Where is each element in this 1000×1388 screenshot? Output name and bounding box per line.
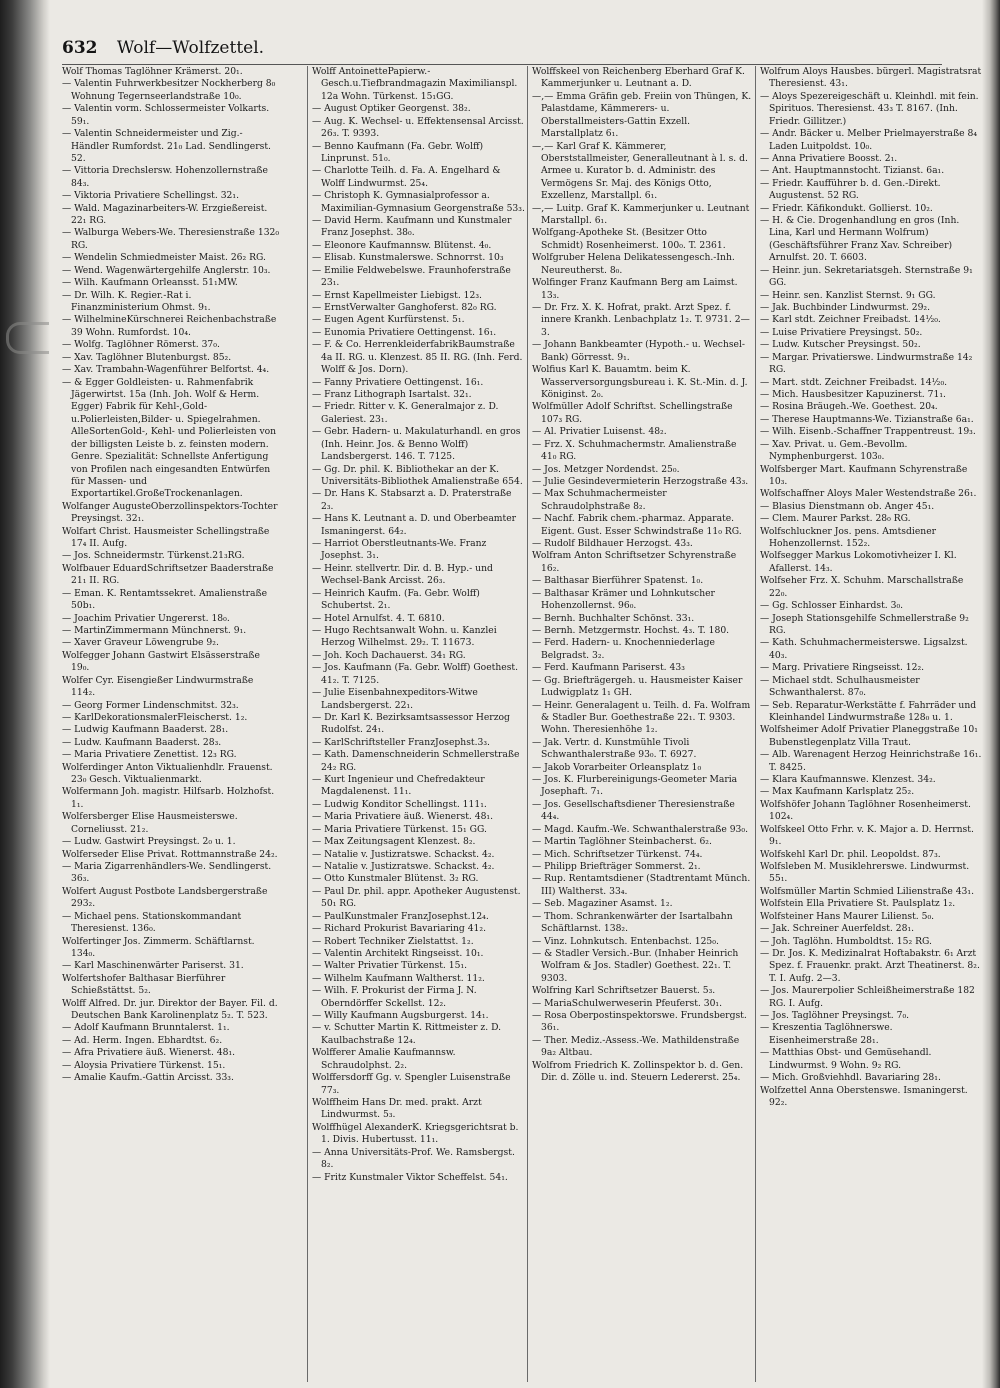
directory-column-2 [307, 66, 526, 1382]
directory-entry: — ErnstVerwalter Ganghoferst. 82₀ RG. [312, 302, 497, 314]
directory-entry: — Dr. Wilh. K. Regier.-Rat i. Finanzministerium Ohmst. 9₁. [62, 289, 211, 314]
directory-entry: — Aloys Spezereigeschäft u. Kleinhdl. mit fein. Spirituos. Theresienst. 43₃ T. 8167. (Inh. Friedr. Gillitzer.) [760, 90, 979, 127]
directory-entry: — Blasius Dienstmann ob. Anger 45₁. [760, 500, 935, 512]
page-number: 632 [62, 38, 98, 58]
directory-entry: Wolfer Cyr. Eisengießer Lindwurmstraße 114₂. [62, 674, 254, 699]
directory-entry: — Natalie v. Justizratswe. Schackst. 4₂. [312, 848, 495, 860]
directory-entry: — Julie Eisenbahnexpeditors-Witwe Landsbergerst. 22₁. [312, 687, 478, 711]
directory-entry: — F. & Co. HerrenkleiderfabrikBaumstraße 4a II. RG. u. Klenzest. 85 II. RG. (Inh. Ferd. Wolff & Jos. Dorn). [312, 339, 523, 376]
directory-entry: — Ludwig Konditor Schellingst. 111₁. [312, 798, 487, 810]
directory-entry: — Elisab. Kunstmalerswe. Schnorrst. 10₃ [312, 252, 504, 264]
directory-entry: — KarlSchriftsteller FranzJosephst.3₃. [312, 736, 490, 748]
directory-entry: Wolffersdorff Gg. v. Spengler Luisenstraße 77₃. [312, 1072, 511, 1096]
directory-entry: — Kath. Schuhmachermeisterswe. Ligsalzst. 40₃. [760, 637, 968, 661]
directory-entry: Wolfring Karl Schriftsetzer Bauerst. 5₃. [532, 985, 716, 997]
directory-entry: — Rudolf Bildhauer Herzogst. 43₃. [532, 538, 693, 550]
directory-entry: — Paul Dr. phil. appr. Apotheker Augustenst. 50₁ RG. [312, 885, 521, 910]
directory-entry: — Ferd. Kaufmann Pariserst. 43₃ [532, 662, 685, 674]
directory-entry: — Gg. Schlosser Einhardst. 3₀. [760, 600, 904, 612]
directory-entry: — Adolf Kaufmann Brunntalerst. 1₁. [62, 1022, 230, 1034]
directory-entry: — Max Zeitungsagent Klenzest. 8₂. [312, 836, 476, 848]
directory-entry: — MariaSchulwerweserin Pfeuferst. 30₁. [532, 997, 723, 1009]
directory-entry: — Xav. Taglöhner Blutenburgst. 85₂. [62, 351, 232, 363]
directory-entry: — Charlotte Teilh. d. Fa. A. Engelhard & Wolff Lindwurmst. 25₄. [312, 165, 501, 189]
directory-entry: — Friedr. Ritter v. K. Generalmajor z. D. Galeriest. 23₁. [312, 401, 499, 425]
directory-entry: — Mart. stdt. Zeichner Freibadst. 14½₀. [760, 376, 948, 388]
directory-entry: Wolfschaffner Aloys Maler Westendstraße 26₁. [760, 488, 977, 500]
directory-entry: — Vittoria Drechslersw. Hohenzollernstraße 84₃. [62, 165, 268, 189]
directory-entry: — Xav. Trambahn-Wagenführer Belfortst. 4₄. [62, 364, 270, 376]
directory-entry: — Ernst Kapellmeister Liebigst. 12₃. [312, 289, 482, 301]
directory-entry: — Wald. Magazinarbeiters-W. Erzgießereist. 22₁ RG. [62, 202, 268, 227]
directory-entry: — Jak. Buchbinder Lindwurmst. 29₂. [760, 302, 931, 314]
directory-entry: Wolfsegger Markus Lokomotivheizer I. Kl. Afallerst. 14₃. [760, 550, 957, 574]
directory-entry: — Joseph Stationsgehilfe Schmellerstraße 9₂ RG. [760, 612, 969, 636]
directory-entry: Wolfertshofer Balthasar Bierführer Schießstättst. 5₂. [62, 972, 226, 997]
directory-entry: — Rosa Oberpostinspektorswe. Frundsbergst. 36₁. [532, 1010, 747, 1034]
directory-entry: — Jos. Gesellschaftsdiener Theresienstraße 44₄. [532, 798, 735, 823]
directory-entry: — H. & Cie. Drogenhandlung en gros (Inh. Lina, Karl und Hermann Wolfrum) (Geschäftsführer Franz Xav. Schreiber) Arnulfst. 20. T. 6603. [760, 215, 960, 264]
directory-entry: — Andr. Bäcker u. Melber Prielmayerstraße 8₄ Laden Luitpoldst. 10₀. [760, 128, 978, 152]
directory-entry: — KarlDekorationsmalerFleischerst. 1₂. [62, 711, 248, 723]
directory-entry: — Gg. Dr. phil. K. Bibliothekar an der K. Universitäts-Bibliothek Amalienstraße 654. [312, 463, 523, 487]
directory-entry: Wolfsmüller Martin Schmied Lilienstraße 43₁. [760, 885, 974, 897]
directory-entry: — Joh. Koch Dachauerst. 34₁ RG. [312, 649, 466, 661]
directory-entry: — Eunomia Privatiere Oettingenst. 16₁. [312, 326, 497, 338]
directory-entry: — Balthasar Bierführer Spatenst. 1₀. [532, 575, 704, 587]
directory-entry: — Robert Techniker Zielstattst. 1₂. [312, 935, 474, 947]
directory-entry: — Michael pens. Stationskommandant Theresienst. 136₀. [62, 910, 242, 935]
directory-entry: — Ludw. Kutscher Preysingst. 50₂. [760, 339, 921, 351]
directory-entry: Wolf Thomas Taglöhner Krämerst. 20₁. [62, 66, 243, 77]
directory-entry: Wolfsteiner Hans Maurer Lilienst. 5₀. [760, 910, 935, 922]
directory-entry: — & Egger Goldleisten- u. Rahmenfabrik Jägerwirtst. 15a (Inh. Joh. Wolf & Herm. Egger) Fabrik für Kehl-,Gold-u.Polierleisten,Bilder- u. Spiegelrahmen. AlleSortenGold-, Kehl- und Polierleisten von der billigsten Leiste b. z. feinsten modern. Genre. Spezialität: Schnellste Anfertigung von Profilen nach eingesandten Entwürfen für Massen- und Exportartikel.GroßeTrockenanlagen. [62, 376, 277, 500]
directory-entry: — Matthias Obst- und Gemüsehandl. Lindwurmst. 9 Wohn. 9₂ RG. [760, 1047, 932, 1071]
directory-entry: — Jos. Maurerpolier Schleißheimerstraße 182 RG. I. Aufg. [760, 985, 975, 1009]
directory-entry: — Valentin vorm. Schlossermeister Volkarts. 59₁. [62, 103, 270, 127]
directory-entry: — Johann Bankbeamter (Hypoth.- u. Wechsel-Bank) Görresst. 9₁. [532, 339, 746, 363]
directory-entry: Wolfrum Aloys Hausbes. bürgerl. Magistratsrat Theresienst. 43₁. [760, 66, 982, 90]
directory-entry: Wolffheim Hans Dr. med. prakt. Arzt Lindwurmst. 5₃. [312, 1097, 482, 1121]
directory-entry: — WilhelmineKürschnerei Reichenbachstraße 39 Wohn. Rumfordst. 10₄. [62, 314, 277, 338]
directory-entry: — Magd. Kaufm.-We. Schwanthalerstraße 93₀. [532, 823, 748, 835]
directory-entry: — Dr. Karl K. Bezirksamtsassessor Herzog Rudolfst. 24₁. [312, 711, 510, 736]
directory-entry: — Therese Hauptmanns-We. Tizianstraße 6a₁. [760, 413, 974, 425]
directory-entry: — Willy Kaufmann Augsburgerst. 14₁. [312, 1010, 489, 1022]
directory-entry: — Heinr. jun. Sekretariatsgeh. Sternstraße 9₁ GG. [760, 264, 973, 289]
directory-entry: — Martin Taglöhner Steinbacherst. 6₂. [532, 836, 712, 848]
directory-entry: Wolfgang-Apotheke St. (Besitzer Otto Schmidt) Rosenheimerst. 100₀. T. 2361. [532, 227, 726, 251]
directory-entry: Wolfinger Franz Kaufmann Berg am Laimst. 13₃. [532, 277, 738, 301]
directory-entry: Wolferdinger Anton Viktualienhdlr. Frauenst. 23₀ Gesch. Viktualienmarkt. [62, 761, 273, 786]
directory-entry: — MartinZimmermann Münchnerst. 9₁. [62, 624, 247, 636]
directory-entry: — Xav. Privat. u. Gem.-Bevollm. Nymphenburgerst. 103₀. [760, 438, 908, 463]
directory-entry: — Kath. Damenschneiderin Schmellerstraße 24₂ RG. [312, 749, 520, 773]
directory-entry: — Dr. Frz. X. K. Hofrat, prakt. Arzt Spez. f. innere Krankh. Lenbachplatz 1₂. T. 9731. 2—3. [532, 302, 750, 338]
directory-entry: — Alb. Warenagent Herzog Heinrichstraße 16₁. T. 8425. [760, 749, 982, 773]
directory-entry: — Walter Privatier Türkenst. 15₁. [312, 960, 468, 972]
directory-entry: — Jos. Kaufmann (Fa. Gebr. Wolff) Goethest. 41₂. T. 7125. [312, 662, 519, 686]
directory-entry: — Wilh. Eisenb.-Schaffner Trappentreust. 19₃. [760, 426, 976, 438]
directory-entry: — Valentin Architekt Ringseisst. 10₁. [312, 947, 484, 959]
directory-entry: — Max Schuhmachermeister Schraudolphstraße 8₂. [532, 488, 667, 512]
directory-entry: — Mich. Schriftsetzer Türkenst. 74₄. [532, 848, 703, 860]
directory-entry: — David Herm. Kaufmann und Kunstmaler Franz Josephst. 38₀. [312, 215, 512, 239]
directory-entry: — Joachim Privatier Ungererst. 18₀. [62, 612, 230, 624]
directory-entry: Wolfius Karl K. Bauamtm. beim K. Wasserversorgungsbureau i. K. St.-Min. d. J. Königinst. 2₀. [532, 364, 748, 400]
directory-entry: — Walburga Webers-We. Theresienstraße 132₀ RG. [62, 227, 280, 251]
directory-entry: — Maria Privatiere Zenettist. 12₃ RG. [62, 749, 237, 761]
directory-entry: — Heinrich Kaufm. (Fa. Gebr. Wolff) Schubertst. 2₁. [312, 587, 480, 612]
directory-entry: — Luise Privatiere Preysingst. 50₂. [760, 326, 923, 338]
directory-entry: — Anna Universitäts-Prof. We. Ramsbergst. 8₂. [312, 1146, 515, 1171]
directory-entry: — Harriot Oberstleutnants-We. Franz Josephst. 3₁. [312, 538, 487, 562]
directory-column-4 [755, 66, 983, 1382]
directory-entry: — Kreszentia Taglöhnerswe. Eisenheimerstraße 28₁. [760, 1022, 893, 1046]
directory-entry: — Ant. Hauptmannstocht. Tizianst. 6a₁. [760, 165, 945, 177]
directory-entry: — Bernh. Metzgermstr. Hochst. 4₃. T. 180. [532, 624, 730, 636]
directory-entry: Wolfegger Johann Gastwirt Elsässerstraße 19₀. [62, 649, 260, 674]
directory-entry: — Wilh. F. Prokurist der Firma J. N. Oberndörffer Sckellst. 12₂. [312, 985, 477, 1009]
directory-entry: —,— Karl Graf K. Kämmerer, Oberststallmeister, Generalleutnant à l. s. d. Armee u. Kurator b. d. Administr. des Vermögens Sr. Maj. des Königs Otto, Exzellenz, Marstallpl. 6₁. [532, 140, 748, 202]
directory-entry: Wolfanger AugusteOberzollinspektors-Tochter Preysingst. 32₁. [62, 500, 278, 525]
directory-entry: — Valentin Schneidermeister und Zig.-Händler Rumfordst. 21₀ Lad. Sendlingerst. 52. [62, 128, 271, 164]
page-header [62, 38, 942, 64]
directory-entry: —,— Luitp. Graf K. Kammerjunker u. Leutnant Marstallpl. 6₁. [532, 202, 750, 227]
directory-entry: — Mich. Hausbesitzer Kapuzinerst. 71₁. [760, 388, 946, 400]
directory-entry: — PaulKunstmaler FranzJosephst.12₄. [312, 910, 489, 922]
directory-entry: — Aloysia Privatiere Türkenst. 15₁. [62, 1059, 226, 1071]
directory-entry: — Max Kaufmann Karlsplatz 25₂. [760, 786, 915, 798]
directory-entry: — Rup. Rentamtsdiener (Stadtrentamt Münch. III) Waltherst. 33₄. [532, 873, 751, 897]
directory-entry: — Karl stdt. Zeichner Freibadst. 14½₀. [760, 314, 941, 326]
directory-entry: — Gebr. Hadern- u. Makulaturhandl. en gros (Inh. Heinr. Jos. & Benno Wolff) Landsbergerst. 146. T. 7125. [312, 426, 521, 463]
binding-clip [6, 322, 49, 354]
directory-entry: Wolfrom Friedrich K. Zollinspektor b. d. Gen. Dir. d. Zölle u. ind. Steuern Ledererst. 25₄. [532, 1059, 744, 1084]
directory-entry: Wolfsberger Mart. Kaufmann Schyrenstraße 10₃. [760, 463, 968, 487]
directory-entry: — Jos. Metzger Nordendst. 25₀. [532, 463, 680, 475]
directory-entry: — Ferd. Hadern- u. Knochenniederlage Belgradst. 3₂. [532, 637, 715, 661]
directory-entry: — Amalie Kaufm.-Gattin Arcisst. 33₃. [62, 1072, 234, 1084]
directory-entry: — Heinr. sen. Kanzlist Sternst. 9₁ GG. [760, 289, 936, 301]
directory-entry: — Wilh. Kaufmann Orleansst. 51₁MW. [62, 277, 238, 289]
directory-entry: — Otto Kunstmaler Blütenst. 3₂ RG. [312, 873, 479, 885]
directory-entry: — Emilie Feldwebelswe. Fraunhoferstraße 23₁. [312, 264, 511, 289]
directory-entry: — Ludw. Kaufmann Baaderst. 28₃. [62, 736, 222, 748]
directory-entry: Wolfshöfer Johann Taglöhner Rosenheimerst. 102₄. [760, 798, 971, 823]
directory-entry: — Maria Privatiere Türkenst. 15₁ GG. [312, 823, 487, 835]
directory-entry: — Heinr. stellvertr. Dir. d. B. Hyp.- und Wechsel-Bank Arcisst. 26₃. [312, 562, 493, 587]
directory-entry: Wolff AntoinettePapierw.-Gesch.u.Tiefbrandmagazin Maximilianspl. 12a Wohn. Türkenst. 15₁GG. [312, 66, 518, 102]
directory-entry: — Bernh. Buchhalter Schönst. 33₁. [532, 612, 695, 624]
directory-entry: —,— Emma Gräfin geb. Freiin von Thüngen, K. Palastdame, Kämmerers- u. Oberstallmeisters-Gattin Exzell. Marstallplatz 6₁. [532, 90, 752, 140]
directory-entry: Wolfermann Joh. magistr. Hilfsarb. Holzhofst. 1₁. [62, 786, 275, 810]
directory-entry: Wolferseder Elise Privat. Rottmannstraße 24₂. [62, 848, 278, 860]
directory-entry: — Ther. Mediz.-Assess.-We. Mathildenstraße 9a₂ Altbau. [532, 1034, 740, 1059]
directory-entry: — Karl Maschinenwärter Pariserst. 31. [62, 960, 244, 972]
directory-entry: Wolfert August Postbote Landsbergerstraße 293₂. [62, 885, 268, 910]
directory-entry: Wolfskeel Otto Frhr. v. K. Major a. D. Herrnst. 9₁. [760, 823, 974, 848]
directory-entry: — Nachf. Fabrik chem.-pharmaz. Apparate. Eigent. Gust. Esser Schwindstraße 11₀ RG. [532, 513, 742, 537]
directory-entry: — Dr. Jos. K. Medizinalrat Hoftabakstr. 6₁ Arzt Spez. f. Frauenkr. prakt. Arzt Theatinerst. 8₂. T. I. Aufg. 2—3. [760, 947, 980, 984]
directory-entry: — Frz. X. Schuhmachermstr. Amalienstraße 41₀ RG. [532, 438, 737, 463]
directory-entry: — Wend. Wagenwärtergehilfe Anglerstr. 10₃. [62, 264, 271, 276]
directory-column-1 [62, 66, 280, 1382]
book-binding-shadow [0, 0, 50, 1388]
header-rule [62, 64, 942, 65]
directory-entry: — Ludw. Gastwirt Preysingst. 2₀ u. 1. [62, 836, 236, 848]
directory-entry: — Aug. K. Wechsel- u. Effektensensal Arcisst. 26₃. T. 9393. [312, 115, 524, 140]
directory-entry: — Mich. Großviehhdl. Bavariaring 28₁. [760, 1072, 941, 1084]
directory-entry: Wolfbauer EduardSchriftsetzer Baaderstraße 21₁ II. RG. [62, 562, 274, 587]
directory-entry: — Valentin Fuhrwerkbesitzer Nockherberg 8₀ Wohnung Tegernseerlandstraße 10₀. [62, 78, 276, 102]
directory-entry: — Fritz Kunstmaler Viktor Scheffelst. 54₁. [312, 1171, 508, 1183]
directory-entry: — Hans K. Leutnant a. D. und Oberbeamter Ismaningerst. 64₂. [312, 513, 517, 537]
directory-entry: — Julie Gesindevermieterin Herzogstraße 43₃. [532, 475, 749, 487]
directory-entry: Wolfart Christ. Hausmeister Schellingstraße 17₄ II. Aufg. [62, 525, 270, 550]
directory-entry: — Clem. Maurer Parkst. 28₀ RG. [760, 513, 911, 525]
directory-entry: — Joh. Taglöhn. Humboldtst. 15₂ RG. [760, 935, 932, 947]
directory-entry: — Georg Former Lindenschmitst. 32₃. [62, 699, 239, 711]
directory-entry: Wolfzettel Anna Oberstenswe. Ismaningerst. 92₂. [760, 1084, 968, 1109]
directory-entry: — Eugen Agent Kurfürstenst. 5₁. [312, 314, 465, 326]
directory-entry: Wolfmüller Adolf Schriftst. Schellingstraße 107₃ RG. [532, 401, 733, 425]
directory-entry: — Ad. Herm. Ingen. Ebhardtst. 6₂. [62, 1034, 223, 1046]
directory-entry: Wolff Alfred. Dr. jur. Direktor der Bayer. Fil. d. Deutschen Bank Karolinenplatz 5₂. T. 523. [62, 997, 278, 1022]
directory-entry: — Xaver Graveur Löwengrube 9₂. [62, 637, 219, 649]
directory-entry: Wolfram Anton Schriftsetzer Schyrenstraße 16₂. [532, 550, 737, 574]
directory-entry: — Michael stdt. Schulhausmeister Schwanthalerst. 87₀. [760, 674, 920, 699]
directory-entry: Wolfersberger Elise Hausmeisterswe. Corneliusst. 21₂. [62, 811, 238, 835]
directory-entry: Wolfseher Frz. X. Schuhm. Marschallstraße 22₀. [760, 575, 964, 599]
directory-entry: Wolfsleben M. Musiklehrerswe. Lindwurmst. 55₁. [760, 861, 970, 885]
directory-entry: Wolffskeel von Reichenberg Eberhard Graf K. Kammerjunker u. Leutnant a. D. [532, 66, 745, 90]
directory-entry: — Benno Kaufmann (Fa. Gebr. Wolff) Linprunst. 51₀. [312, 140, 484, 164]
directory-entry: — Vinz. Lohnkutsch. Entenbachst. 125₀. [532, 935, 719, 947]
directory-entry: — Natalie v. Justizratswe. Schackst. 4₂. [312, 861, 495, 872]
directory-entry: — Rosina Bräugeh.-We. Goethest. 20₄. [760, 401, 938, 413]
directory-entry: Wolfertinger Jos. Zimmerm. Schäftlarnst. 134₀. [62, 935, 255, 959]
directory-entry: — Thom. Schrankenwärter der Isartalbahn Schäftlarnst. 138₂. [532, 910, 733, 935]
directory-entry: — Jakob Vorarbeiter Orleansplatz 1₀ [532, 761, 702, 773]
directory-entry: — Richard Prokurist Bavariaring 41₂. [312, 923, 486, 935]
directory-entry: — Philipp Briefträger Sommerst. 2₁. [532, 861, 701, 872]
directory-entry: — Anna Privatiere Boosst. 2₁. [760, 152, 898, 164]
directory-entry: — Heinr. Generalagent u. Teilh. d. Fa. Wolfram & Stadler Bur. Goethestraße 22₁. T. 9303. Wohn. Theresienhöhe 1₂. [532, 699, 751, 736]
directory-entry: — & Stadler Versich.-Bur. (Inhaber Heinrich Wolfram & Jos. Stadler) Goethest. 22₁. T. 9303. [532, 947, 739, 984]
directory-entry: Wolffhügel AlexanderK. Kriegsgerichtsrat b. 1. Divis. Hubertusst. 11₁. [312, 1121, 519, 1146]
directory-entry: — Seb. Reparatur-Werkstätte f. Fahrräder und Kleinhandel Lindwurmstraße 128₀ u. 1. [760, 699, 977, 723]
directory-entry: — Maria Zigarrenhändlers-We. Sendlingerst. 36₃. [62, 861, 272, 885]
directory-entry: — Viktoria Privatiere Schellingst. 32₁. [62, 190, 239, 202]
directory-column-3 [527, 66, 752, 1382]
directory-entry: — Wolfg. Taglöhner Römerst. 37₀. [62, 339, 220, 351]
directory-entry: — Eman. K. Rentamtssekret. Amalienstraße 50b₁. [62, 587, 268, 612]
directory-entry: — v. Schutter Martin K. Rittmeister z. D. Kaulbachstraße 12₄. [312, 1022, 502, 1046]
directory-entry: — Christoph K. Gymnasialprofessor a. Maximilian-Gymnasium Georgenstraße 53₃. [312, 190, 525, 214]
directory-entry: — Gg. Briefträgergeh. u. Hausmeister Kaiser Ludwigplatz 1₁ GH. [532, 674, 743, 699]
directory-entry: — Hotel Arnulfst. 4. T. 6810. [312, 612, 445, 624]
directory-entry: Wolfstein Ella Privatiere St. Paulsplatz 1₂. [760, 898, 956, 910]
directory-entry: — Hugo Rechtsanwalt Wohn. u. Kanzlei Herzog Wilhelmst. 29₂. T. 11673. [312, 624, 497, 649]
directory-entry: — Jos. K. Flurbereinigungs-Geometer Maria Josephaft. 7₁. [532, 774, 738, 798]
directory-entry: Wolfsheimer Adolf Privatier Planeggstraße 10₁ Bubenstlegenplatz Villa Traut. [760, 724, 978, 748]
directory-entry: — Maria Privatiere äuß. Wienerst. 48₁. [312, 811, 494, 823]
directory-entry: — Friedr. Kaufführer b. d. Gen.-Direkt. Augustenst. 52 RG. [760, 177, 941, 202]
directory-entry: — Fanny Privatiere Oettingenst. 16₁. [312, 376, 484, 388]
directory-entry: — Jos. Taglöhner Preysingst. 7₀. [760, 1010, 910, 1022]
directory-entry: — Jos. Schneidermstr. Türkenst.21₃RG. [62, 550, 245, 562]
directory-entry: — Wendelin Schmiedmeister Maist. 26₂ RG. [62, 252, 266, 264]
directory-entry: — Balthasar Krämer und Lohnkutscher Hohenzollernst. 96₀. [532, 587, 715, 612]
directory-entry: — Ludwig Kaufmann Baaderst. 28₁. [62, 724, 229, 736]
directory-entry: Wolfskehl Karl Dr. phil. Leopoldst. 87₃. [760, 848, 941, 860]
directory-entry: Wolfferer Amalie Kaufmannsw. Schraudolphst. 2₂. [312, 1047, 456, 1071]
running-head: Wolf—Wolfzettel. [116, 38, 265, 58]
directory-entry: — Marg. Privatiere Ringseisst. 12₂. [760, 662, 925, 674]
page-edge-shadow [982, 0, 1000, 1388]
directory-entry: — Jak. Vertr. d. Kunstmühle Tivoli Schwanthalerstraße 93₀. T. 6927. [532, 736, 697, 761]
directory-entry: — Eleonore Kaufmannsw. Blütenst. 4₀. [312, 239, 492, 251]
directory-entry: — Seb. Magaziner Asamst. 1₂. [532, 898, 673, 910]
directory-entry: — Friedr. Käfikondukt. Gollierst. 10₂. [760, 202, 933, 214]
directory-entry: — Franz Lithograph Isartalst. 32₁. [312, 388, 472, 400]
directory-entry: — Klara Kaufmannswe. Klenzest. 34₂. [760, 774, 936, 786]
directory-entry: — Al. Privatier Luisenst. 48₂. [532, 426, 667, 438]
directory-entry: — Margar. Privatierswe. Lindwurmstraße 14₂ RG. [760, 351, 973, 376]
directory-entry: — Jak. Schreiner Auerfeldst. 28₁. [760, 923, 915, 935]
directory-entry: — Afra Privatiere äuß. Wienerst. 48₁. [62, 1047, 236, 1059]
directory-entry: — August Optiker Georgenst. 38₂. [312, 103, 471, 115]
directory-entry: — Wilhelm Kaufmann Waltherst. 11₂. [312, 972, 485, 984]
directory-entry: Wolfgruber Helena Delikatessengesch.-Inh. Neureutherst. 8₀. [532, 252, 735, 276]
directory-entry: — Kurt Ingenieur und Chefredakteur Magdalenenst. 11₁. [312, 774, 485, 798]
directory-entry: Wolfschluckner Jos. pens. Amtsdiener Hohenzollernst. 152₂. [760, 525, 937, 550]
directory-entry: — Dr. Hans K. Stabsarzt a. D. Praterstraße 2₃. [312, 488, 512, 512]
